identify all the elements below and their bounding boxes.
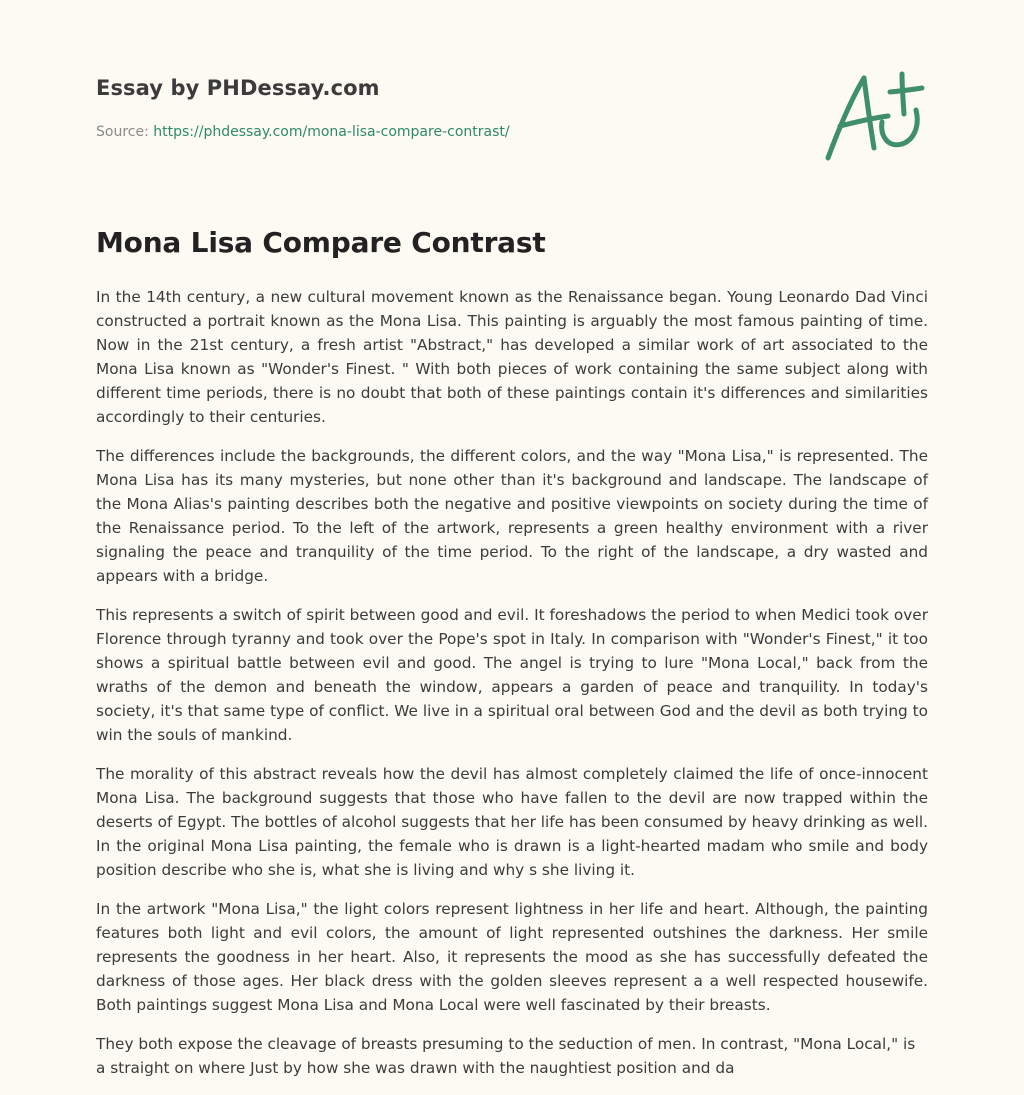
essay-paragraph: This represents a switch of spirit between good and evil. It foreshadows the period to when Medici took over Florence through tyranny and took over the Pope's spot in Italy. In comparison with "Wonder's Finest," it too shows a spiritual battle between evil and good. The angel is trying to lure "Mona Local," back from the wraths of the demon and beneath the window, appears a garden of peace and tranquility. In today's society, it's that same type of conflict. We live in a spiritual oral between God and the devil as both trying to win the souls of mankind.: [96, 606, 928, 744]
essay-title: Mona Lisa Compare Contrast: [96, 226, 546, 259]
a-plus-logo-icon: [818, 66, 930, 166]
essay-paragraph: In the artwork "Mona Lisa," the light colors represent lightness in her life and heart. Although, the painting features both light and evil colors, the amount of light represented outshines the darkness. Her smile represents the goodness in her heart. Also, it represents the mood as she has successfully defeated the darkness of those ages. Her black dress with the golden sleeves represent a a well respected housewife. Both paintings suggest Mona Lisa and Mona Local were well fascinated by their breasts.: [96, 900, 928, 1014]
source-link[interactable]: https://phdessay.com/mona-lisa-compare-contrast/: [153, 124, 510, 140]
essay-paragraph: The morality of this abstract reveals how the devil has almost completely claimed the life of once-innocent Mona Lisa. The background suggests that those who have fallen to the devil are now trapped within the deserts of Egypt. The bottles of alcohol suggests that her life has been consumed by heavy drinking as well. In the original Mona Lisa painting, the female who is drawn is a light-hearted madam who smile and body position describe who she is, what she is living and why s she living it.: [96, 765, 928, 879]
source-line: [96, 124, 796, 140]
essay-paragraph: They both expose the cleavage of breasts presuming to the seduction of men. In contrast, "Mona Local," is a straight on where Just by how she was drawn with the naughtiest position and da: [96, 1035, 916, 1077]
site-brand: Essay by PHDessay.com: [96, 76, 380, 100]
page-header: [96, 76, 796, 140]
essay-paragraph: The differences include the backgrounds, the different colors, and the way "Mona Lisa," is represented. The Mona Lisa has its many mysteries, but none other than it's background and landscape. The landscape of the Mona Alias's painting describes both the negative and positive viewpoints on society during the time of the Renaissance period. To the left of the artwork, represents a green healthy environment with a river signaling the peace and tranquility of the time period. To the right of the landscape, a dry wasted and appears with a bridge.: [96, 447, 928, 585]
source-label: Source:: [96, 124, 154, 140]
essay-paragraph: In the 14th century, a new cultural movement known as the Renaissance began. Young Leonardo Dad Vinci constructed a portrait known as the Mona Lisa. This painting is arguably the most famous painting of time. Now in the 21st century, a fresh artist "Abstract," has developed a similar work of art associated to the Mona Lisa known as "Wonder's Finest. " With both pieces of work containing the same subject along with different time periods, there is no doubt that both of these paintings contain it's differences and similarities accordingly to their centuries.: [96, 288, 928, 426]
essay-body: [96, 285, 928, 1095]
